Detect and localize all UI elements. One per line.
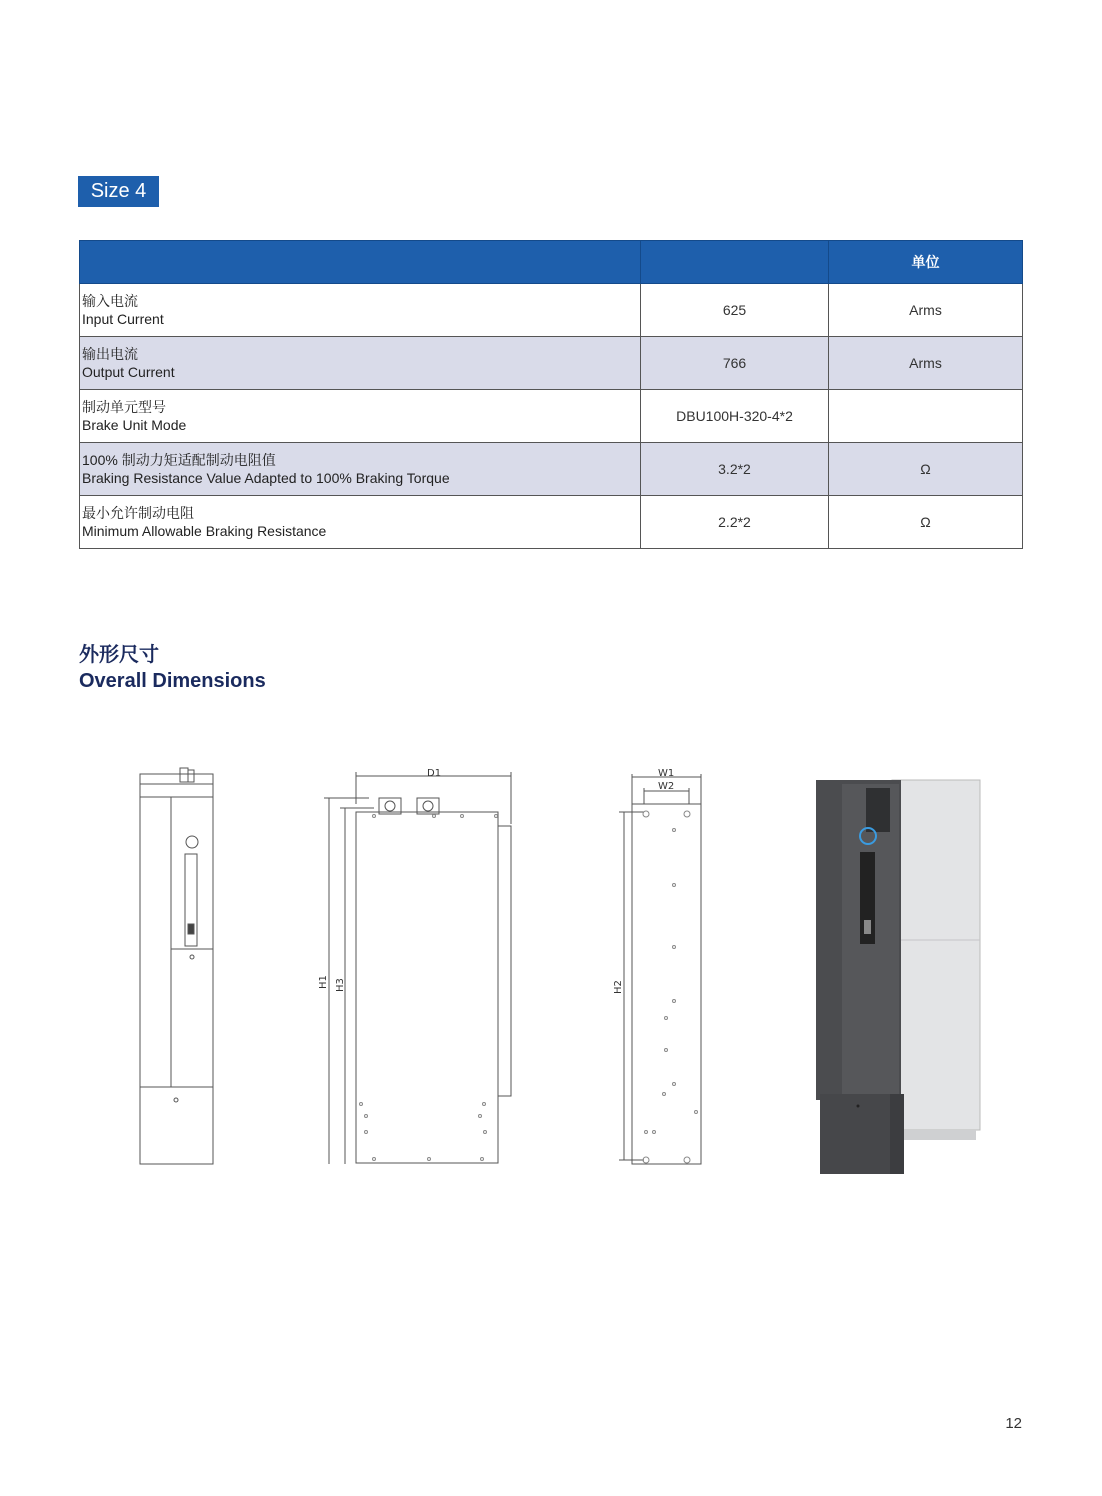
param-cell <box>80 337 641 390</box>
value-cell: 766 <box>641 337 829 390</box>
unit-cell: Ω <box>829 443 1023 496</box>
label-w1: W1 <box>658 768 675 779</box>
table-header-row <box>80 241 1023 284</box>
size-badge: Size 4 <box>78 176 159 207</box>
param-zh: 输出电流 <box>82 346 138 362</box>
param-cell <box>80 284 641 337</box>
value-cell: 3.2*2 <box>641 443 829 496</box>
param-cell <box>80 496 641 549</box>
unit-cell: Ω <box>829 496 1023 549</box>
section-title-en: Overall Dimensions <box>79 670 266 692</box>
table-row <box>80 337 1023 390</box>
table-row <box>80 496 1023 549</box>
unit-cell: Arms <box>829 284 1023 337</box>
section-title-zh: 外形尺寸 <box>79 644 159 666</box>
header-param <box>80 241 641 284</box>
label-w2: W2 <box>658 781 675 792</box>
unit-cell: Arms <box>829 337 1023 390</box>
front-view-drawing <box>135 764 219 1170</box>
header-value <box>641 241 829 284</box>
param-en: Output Current <box>82 364 175 380</box>
param-en: Minimum Allowable Braking Resistance <box>82 523 327 539</box>
value-cell: 625 <box>641 284 829 337</box>
spec-table <box>79 240 1023 549</box>
value-cell: DBU100H-320-4*2 <box>641 390 829 443</box>
param-zh: 最小允许制动电阻 <box>82 505 194 521</box>
header-unit: 单位 <box>829 241 1023 284</box>
table-row <box>80 284 1023 337</box>
section-title <box>79 642 266 694</box>
param-zh: 100% 制动力矩适配制动电阻值 <box>82 452 276 468</box>
param-cell <box>80 390 641 443</box>
side-view-drawing <box>314 764 519 1170</box>
label-d1: D1 <box>427 768 442 779</box>
label-h3: H3 <box>335 978 346 992</box>
param-en: Input Current <box>82 311 164 327</box>
label-h1: H1 <box>318 975 329 989</box>
unit-cell <box>829 390 1023 443</box>
table-row <box>80 443 1023 496</box>
table-row <box>80 390 1023 443</box>
page-number: 12 <box>1005 1415 1022 1432</box>
value-cell: 2.2*2 <box>641 496 829 549</box>
param-zh: 制动单元型号 <box>82 399 166 415</box>
param-cell <box>80 443 641 496</box>
rear-view-drawing <box>604 764 706 1170</box>
param-zh: 输入电流 <box>82 293 138 309</box>
product-image <box>806 778 984 1176</box>
label-h2: H2 <box>613 980 624 994</box>
param-en: Brake Unit Mode <box>82 417 187 433</box>
param-en: Braking Resistance Value Adapted to 100% Braking Torque <box>82 470 450 486</box>
